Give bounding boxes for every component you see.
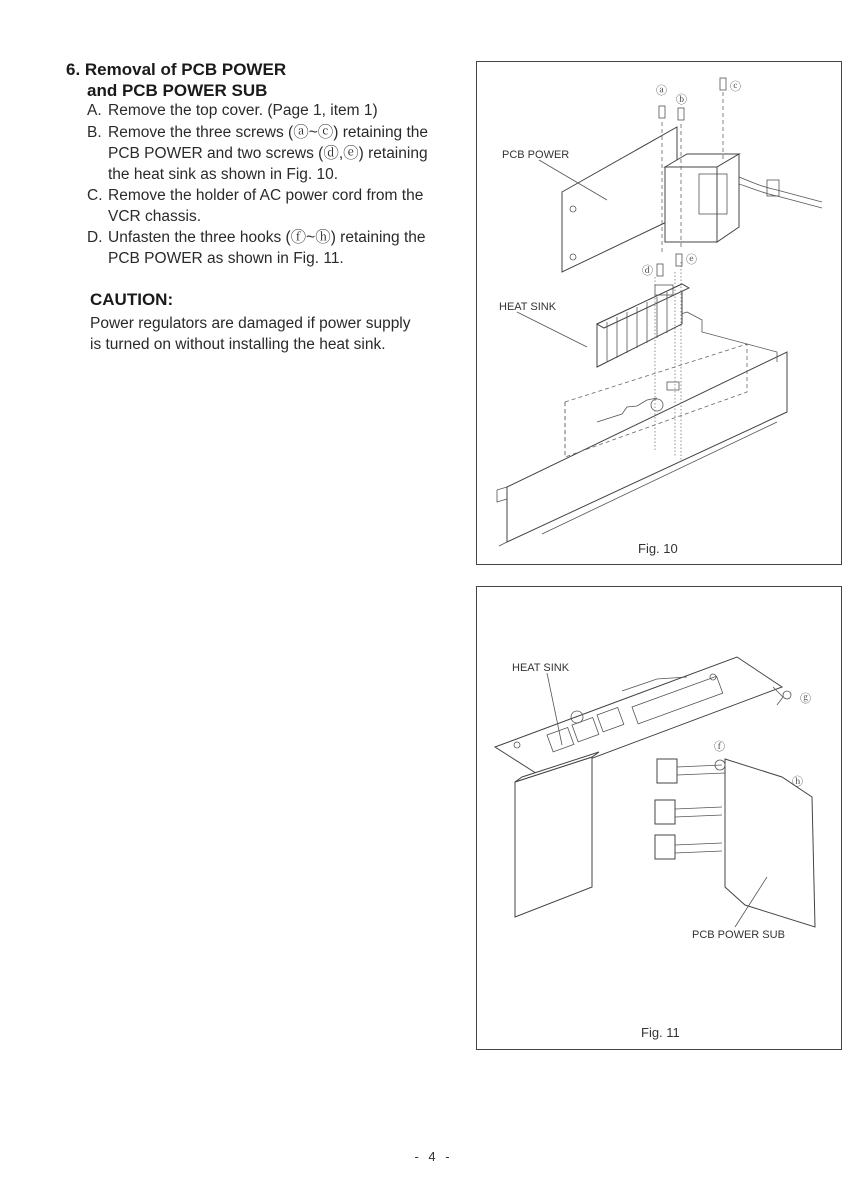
figure-11-drawing [477, 587, 841, 1049]
vcr-chassis [497, 312, 787, 546]
section-title [66, 59, 286, 101]
pcb-power-label: PCB POWER [502, 149, 570, 161]
figure-10 [476, 61, 842, 565]
hook-h-label: ⓗ [792, 776, 803, 788]
heat-sink-plate [515, 752, 599, 917]
screw-c-label: ⓒ [730, 81, 741, 93]
figure-11 [476, 586, 842, 1050]
caution-body: Power regulators are damaged if power supply is turned on without installing the heat sink. [90, 315, 411, 353]
figure-10-drawing [477, 62, 841, 564]
caution-title: CAUTION: [90, 290, 174, 309]
hook-g-label: ⓖ [800, 693, 811, 705]
step-d-letter: D. [87, 229, 103, 246]
step-a [87, 100, 467, 121]
step-d [87, 227, 467, 269]
step-c-letter: C. [87, 187, 103, 204]
screw-b-label: ⓑ [676, 94, 687, 106]
hook-g [773, 687, 791, 705]
step-c [87, 185, 467, 227]
figure-10-caption: Fig. 10 [638, 541, 678, 556]
heat-sink-leader [517, 312, 587, 347]
step-b-text: Remove the three screws (ⓐ~ⓒ) retaining the PCB POWER and two screws (ⓓ,ⓔ) retaining the heat sink as shown in Fig. 10. [108, 124, 429, 183]
section-title-line1: 6. Removal of PCB POWER [66, 60, 287, 79]
chassis-plate [495, 657, 782, 777]
connectors [655, 759, 725, 859]
step-a-text: Remove the top cover. (Page 1, item 1) [108, 102, 378, 119]
screw-d-label: ⓓ [642, 265, 653, 277]
step-b [87, 122, 467, 185]
screw-a-label: ⓐ [656, 85, 667, 97]
figure-11-caption: Fig. 11 [641, 1025, 680, 1040]
heat-sink-label: HEAT SINK [499, 301, 557, 313]
pcb-power-sub-label: PCB POWER SUB [692, 929, 785, 941]
page-number: - 4 - [414, 1149, 453, 1164]
step-a-letter: A. [87, 102, 102, 119]
section-title-line2: and PCB POWER SUB [87, 81, 268, 100]
step-d-text: Unfasten the three hooks (ⓕ~ⓗ) retaining the PCB POWER as shown in Fig. 11. [108, 229, 426, 267]
hook-f-label: ⓕ [714, 741, 725, 753]
step-b-letter: B. [87, 124, 102, 141]
screw-e-label: ⓔ [686, 254, 697, 266]
step-c-text: Remove the holder of AC power cord from the VCR chassis. [108, 187, 424, 225]
heat-sink-label: HEAT SINK [512, 662, 570, 674]
pcb-power-board [562, 127, 822, 272]
